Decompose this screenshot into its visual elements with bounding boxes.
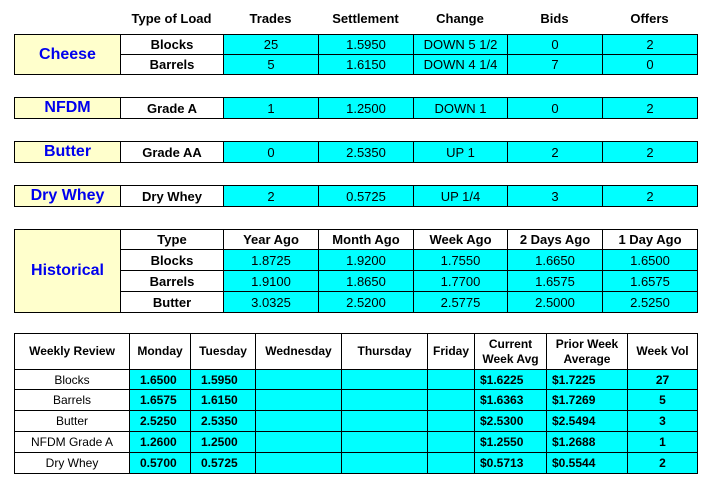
weekly-header: Thursday [342,334,428,370]
header-bids: Bids [540,11,569,26]
weekly-row-label: Blocks [15,370,130,390]
historical-cell: 2.5200 [319,292,414,313]
butter-settlement: 2.5350 [319,142,414,163]
nfdm-type: Grade A [121,98,224,119]
historical-header: Year Ago [224,230,319,250]
weekly-tuesday: 1.2500 [191,432,256,453]
weekly-header: Week Vol [628,334,698,370]
nfdm-change: DOWN 1 [414,98,508,119]
whey-settlement: 0.5725 [319,186,414,207]
weekly-monday: 1.2600 [130,432,191,453]
historical-cell: 1.6575 [603,271,698,292]
cheese-change: DOWN 5 1/2 [414,35,508,55]
historical-cell: 1.8725 [224,250,319,271]
historical-table [14,229,698,313]
butter-trades: 0 [224,142,319,163]
historical-cell: 1.7700 [414,271,508,292]
weekly-current-avg: $0.5713 [475,453,547,474]
weekly-header: Monday [130,334,191,370]
weekly-volume: 1 [628,432,698,453]
historical-header: 1 Day Ago [603,230,698,250]
nfdm-label: NFDM [15,98,121,119]
nfdm-offers: 2 [603,98,698,119]
weekly-monday: 1.6500 [130,370,191,390]
cheese-bids: 0 [508,35,603,55]
weekly-thursday [342,411,428,432]
weekly-wednesday [256,390,342,411]
weekly-friday [428,370,475,390]
weekly-prior-avg: $1.7269 [547,390,628,411]
weekly-thursday [342,453,428,474]
historical-header: Week Ago [414,230,508,250]
weekly-volume: 5 [628,390,698,411]
weekly-review-table [14,333,698,474]
weekly-volume: 2 [628,453,698,474]
whey-label: Dry Whey [15,186,121,207]
whey-change: UP 1/4 [414,186,508,207]
header-change: Change [436,11,484,26]
weekly-row-label: Dry Whey [15,453,130,474]
weekly-tuesday: 2.5350 [191,411,256,432]
cheese-type: Barrels [121,55,224,75]
butter-table [14,141,698,163]
weekly-monday: 2.5250 [130,411,191,432]
weekly-prior-avg: $0.5544 [547,453,628,474]
cheese-change: DOWN 4 1/4 [414,55,508,75]
weekly-header: Friday [428,334,475,370]
butter-change: UP 1 [414,142,508,163]
nfdm-table [14,97,698,119]
historical-cell: 1.6575 [508,271,603,292]
weekly-tuesday: 0.5725 [191,453,256,474]
butter-offers: 2 [603,142,698,163]
weekly-thursday [342,432,428,453]
header-type-of-load: Type of Load [131,11,212,26]
weekly-header: Current Week Avg [475,334,547,370]
historical-cell: 1.9100 [224,271,319,292]
cheese-offers: 0 [603,55,698,75]
weekly-friday [428,411,475,432]
historical-cell: 1.8650 [319,271,414,292]
historical-label: Historical [15,230,121,313]
weekly-row-label: NFDM Grade A [15,432,130,453]
historical-type: Barrels [121,271,224,292]
historical-header: Month Ago [319,230,414,250]
nfdm-bids: 0 [508,98,603,119]
cheese-settlement: 1.6150 [319,55,414,75]
butter-label: Butter [15,142,121,163]
weekly-current-avg: $1.6363 [475,390,547,411]
weekly-wednesday [256,411,342,432]
historical-cell: 1.6650 [508,250,603,271]
cheese-trades: 25 [224,35,319,55]
historical-cell: 2.5775 [414,292,508,313]
weekly-header: Weekly Review [15,334,130,370]
historical-header: Type [121,230,224,250]
header-settlement: Settlement [332,11,399,26]
weekly-volume: 3 [628,411,698,432]
weekly-prior-avg: $1.7225 [547,370,628,390]
cheese-table [14,34,698,75]
weekly-prior-avg: $1.2688 [547,432,628,453]
weekly-friday [428,432,475,453]
historical-cell: 1.9200 [319,250,414,271]
weekly-prior-avg: $2.5494 [547,411,628,432]
weekly-current-avg: $2.5300 [475,411,547,432]
weekly-monday: 1.6575 [130,390,191,411]
weekly-thursday [342,390,428,411]
weekly-current-avg: $1.2550 [475,432,547,453]
weekly-tuesday: 1.6150 [191,390,256,411]
weekly-volume: 27 [628,370,698,390]
historical-header: 2 Days Ago [508,230,603,250]
weekly-wednesday [256,432,342,453]
nfdm-settlement: 1.2500 [319,98,414,119]
weekly-row-label: Butter [15,411,130,432]
weekly-wednesday [256,370,342,390]
header-trades: Trades [249,11,292,26]
historical-cell: 3.0325 [224,292,319,313]
whey-trades: 2 [224,186,319,207]
weekly-row-label: Barrels [15,390,130,411]
cheese-bids: 7 [508,55,603,75]
weekly-header: Wednesday [256,334,342,370]
butter-bids: 2 [508,142,603,163]
nfdm-trades: 1 [224,98,319,119]
weekly-header: Prior Week Average [547,334,628,370]
cheese-settlement: 1.5950 [319,35,414,55]
weekly-current-avg: $1.6225 [475,370,547,390]
whey-table [14,185,698,207]
whey-type: Dry Whey [121,186,224,207]
cheese-label: Cheese [15,35,121,75]
weekly-monday: 0.5700 [130,453,191,474]
historical-type: Butter [121,292,224,313]
historical-cell: 1.6500 [603,250,698,271]
weekly-tuesday: 1.5950 [191,370,256,390]
weekly-friday [428,453,475,474]
historical-cell: 2.5000 [508,292,603,313]
cheese-offers: 2 [603,35,698,55]
butter-type: Grade AA [121,142,224,163]
historical-cell: 1.7550 [414,250,508,271]
weekly-friday [428,390,475,411]
header-offers: Offers [630,11,669,26]
whey-bids: 3 [508,186,603,207]
cheese-type: Blocks [121,35,224,55]
weekly-wednesday [256,453,342,474]
whey-offers: 2 [603,186,698,207]
weekly-thursday [342,370,428,390]
historical-type: Blocks [121,250,224,271]
cheese-trades: 5 [224,55,319,75]
weekly-header: Tuesday [191,334,256,370]
historical-cell: 2.5250 [603,292,698,313]
